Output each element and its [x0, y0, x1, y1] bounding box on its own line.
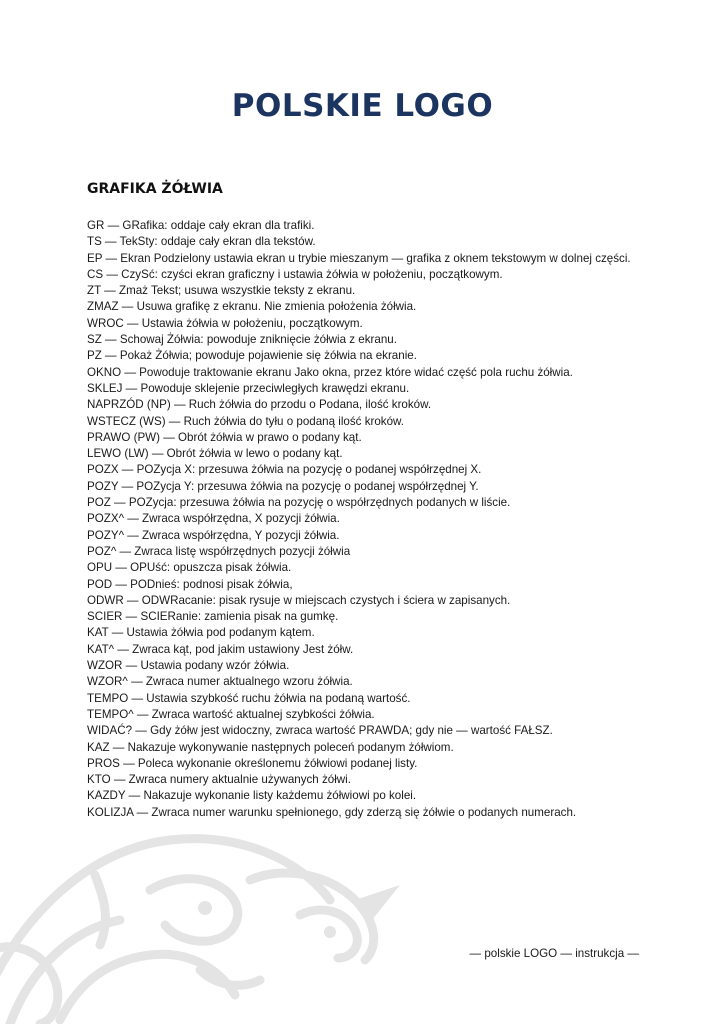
page-footer: — polskie LOGO — instrukcja —	[469, 947, 639, 960]
command-entry: LEWO (LW) — Obrót żółwia w lewo o podany kąt.	[87, 447, 343, 461]
command-entry: WZOR^ — Zwraca numer aktualnego wzoru żółwia.	[87, 675, 353, 689]
command-entry: POZ — POZycja: przesuwa żółwia na pozycję o współrzędnych podanych w liście.	[87, 496, 511, 510]
command-entry: EP — Ekran Podzielony ustawia ekran u trybie mieszanym — grafika z oknem tekstowym w dolnej części.	[87, 251, 631, 265]
command-entry: POZX^ — Zwraca współrzędna, X pozycji żółwia.	[87, 512, 340, 526]
command-entry: POZX — POZycja X: przesuwa żółwia na pozycję o podanej współrzędnej X.	[87, 463, 482, 477]
command-entry: KAZ — Nakazuje wykonywanie następnych poleceń podanym żółwiom.	[87, 740, 454, 754]
command-entry: SKLEJ — Powoduje sklejenie przeciwległych krawędzi ekranu.	[87, 381, 410, 395]
command-entry: PZ — Pokaż Żółwia; powoduje pojawienie się żółwia na ekranie.	[87, 349, 417, 363]
command-entry: GR — GRafika: oddaje cały ekran dla trafiki.	[87, 219, 315, 232]
command-entry: POD — PODnieś: podnosi pisak żółwia,	[87, 577, 293, 591]
command-entry: POZY^ — Zwraca współrzędna, Y pozycji żółwia.	[87, 528, 340, 542]
command-entry: OPU — OPUść: opuszcza pisak żółwia.	[87, 561, 292, 575]
command-entry: NAPRZÓD (NP) — Ruch żółwia do przodu o Podana, ilość kroków.	[87, 398, 432, 412]
command-entry: WSTECZ (WS) — Ruch żółwia do tyłu o podaną ilość kroków.	[87, 414, 404, 428]
command-entry: KAT^ — Zwraca kąt, pod jakim ustawiony Jest żółw.	[87, 642, 354, 656]
command-entry: POZ^ — Zwraca listę współrzędnych pozycji żółwia	[87, 544, 351, 558]
command-entry: SZ — Schowaj Żółwia: powoduje zniknięcie żółwia z ekranu.	[87, 333, 397, 347]
command-entry: KTO — Zwraca numery aktualnie używanych żółwi.	[87, 773, 351, 787]
command-entry: POZY — POZycja Y: przesuwa żółwia na pozycję o podanej współrzędnej Y.	[87, 479, 479, 493]
command-entry: TEMPO — Ustawia szybkość ruchu żółwia na podaną wartość.	[87, 691, 411, 705]
command-entry: ZMAZ — Usuwa grafikę z ekranu. Nie zmienia położenia żółwia.	[87, 300, 417, 314]
section-heading: GRAFIKA ŻÓŁWIA	[87, 181, 223, 197]
command-entry: SCIER — SCIERanie: zamienia pisak na gumkę.	[87, 610, 339, 624]
command-entry: WROC — Ustawia żółwia w położeniu, początkowym.	[87, 316, 363, 330]
command-entry: WZOR — Ustawia podany wzór żółwia.	[87, 659, 290, 673]
page-title: POLSKIE LOGO	[231, 88, 494, 124]
command-entry: PRAWO (PW) — Obrót żółwia w prawo o podany kąt.	[87, 430, 362, 444]
command-entry: TS — TekSty: oddaje cały ekran dla tekstów.	[87, 235, 316, 249]
command-entry: CS — CzySć: czyści ekran graficzny i ustawia żółwia w położeniu, początkowym.	[87, 267, 503, 281]
command-entry: OKNO — Powoduje traktowanie ekranu Jako okna, przez które widać część pola ruchu żółwia.	[87, 365, 573, 379]
command-entry: ODWR — ODWRacanie: pisak rysuje w miejscach czystych i ściera w zapisanych.	[87, 593, 511, 607]
command-entry: TEMPO^ — Zwraca wartość aktualnej szybkości żółwia.	[87, 707, 375, 721]
command-entry: PROS — Poleca wykonanie określonemu żółwiowi podanej listy.	[87, 756, 418, 770]
command-entry: ZT — Zmaż Tekst; usuwa wszystkie teksty z ekranu.	[87, 284, 356, 298]
command-list	[87, 218, 639, 821]
command-entry: KAZDY — Nakazuje wykonanie listy każdemu żółwiowi po kolei.	[87, 789, 417, 803]
command-entry: KOLIZJA — Zwraca numer warunku spełnionego, gdy zderzą się żółwie o podanych numerach.	[87, 805, 577, 819]
command-entry: KAT — Ustawia żółwia pod podanym kątem.	[87, 626, 315, 640]
command-entry: WIDAĆ? — Gdy żółw jest widoczny, zwraca wartość PRAWDA; gdy nie — wartość FAŁSZ.	[87, 724, 553, 738]
